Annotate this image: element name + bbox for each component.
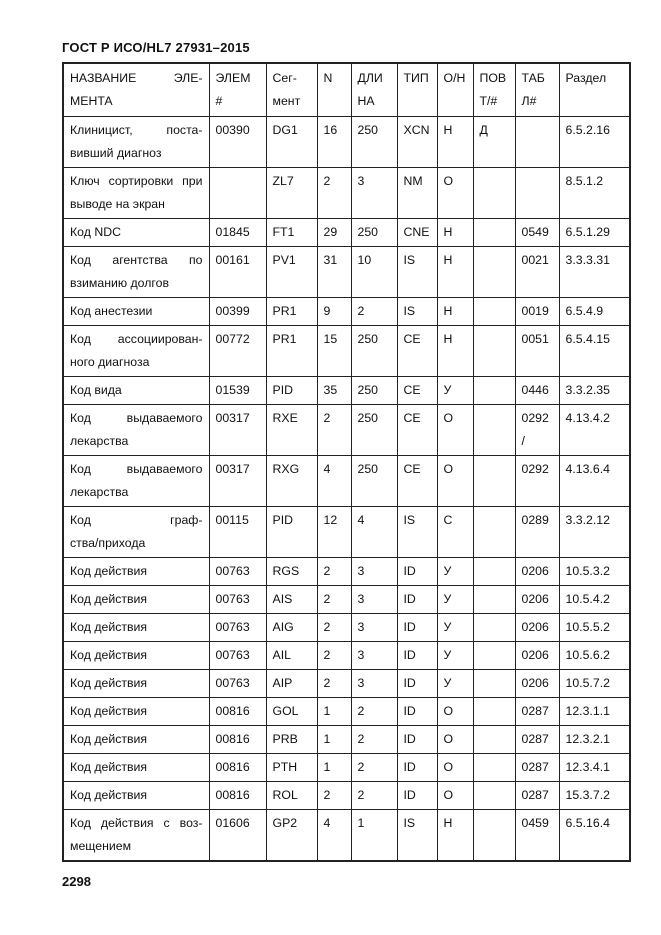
cell-name (63, 670, 209, 698)
cell-name-line: Ключ сортировки при (70, 174, 203, 188)
cell-sec: 3.3.2.12 (559, 507, 630, 558)
cell-n: 1 (317, 754, 351, 782)
cell-sec: 10.5.7.2 (559, 670, 630, 698)
col-type-header-line: ТИП (403, 71, 429, 85)
cell-sec: 12.3.4.1 (559, 754, 630, 782)
cell-type: ID (397, 586, 437, 614)
cell-on: О (437, 698, 473, 726)
cell-seg: PV1 (266, 247, 317, 298)
cell-sec: 3.3.3.31 (559, 247, 630, 298)
table-row (63, 586, 630, 614)
cell-tab: 0019 (515, 298, 559, 326)
cell-name-line: Код действия (70, 760, 148, 774)
cell-sec: 12.3.2.1 (559, 726, 630, 754)
cell-name-line: Код действия (70, 620, 148, 634)
col-len-header-line: ДЛИ (357, 71, 383, 85)
cell-elem: 00763 (209, 586, 266, 614)
cell-tab: 0206 (515, 642, 559, 670)
cell-elem: 00115 (209, 507, 266, 558)
cell-n: 4 (317, 456, 351, 507)
cell-rep (473, 326, 515, 377)
cell-name-line: Код действия (70, 732, 148, 746)
cell-sec: 3.3.2.35 (559, 377, 630, 405)
cell-seg: PRB (266, 726, 317, 754)
cell-n: 4 (317, 810, 351, 862)
cell-name-line: мещением (70, 839, 132, 853)
cell-seg: AIP (266, 670, 317, 698)
cell-type: IS (397, 298, 437, 326)
cell-n: 12 (317, 507, 351, 558)
cell-type: ID (397, 726, 437, 754)
cell-tab: 0287 (515, 698, 559, 726)
col-name-header (63, 63, 209, 117)
col-rep-header (473, 63, 515, 117)
cell-name-line: Код вида (70, 383, 122, 397)
cell-rep (473, 698, 515, 726)
cell-sec: 4.13.6.4 (559, 456, 630, 507)
cell-type: ID (397, 782, 437, 810)
cell-len: 3 (351, 614, 397, 642)
cell-tab: 0289 (515, 507, 559, 558)
cell-rep (473, 614, 515, 642)
cell-sec: 6.5.1.29 (559, 219, 630, 247)
cell-rep (473, 754, 515, 782)
col-on-header-line: О/Н (443, 71, 466, 85)
cell-rep (473, 168, 515, 219)
document-title: ГОСТ Р ИСО/HL7 27931–2015 (62, 40, 250, 55)
cell-n: 1 (317, 726, 351, 754)
table-row (63, 117, 630, 168)
col-elem-header-line: ЭЛЕМ (215, 71, 251, 85)
cell-tab: 0206 (515, 614, 559, 642)
table-row (63, 698, 630, 726)
cell-len: 1 (351, 810, 397, 862)
cell-on: О (437, 726, 473, 754)
cell-len: 3 (351, 558, 397, 586)
cell-name (63, 247, 209, 298)
cell-name-line: Код действия (70, 564, 148, 578)
cell-rep (473, 298, 515, 326)
col-elem-header (209, 63, 266, 117)
cell-seg: FT1 (266, 219, 317, 247)
cell-elem: 00772 (209, 326, 266, 377)
cell-type: CNE (397, 219, 437, 247)
cell-on: С (437, 507, 473, 558)
cell-on: Н (437, 298, 473, 326)
col-rep-header-line: ПОВ (479, 71, 507, 85)
cell-name (63, 810, 209, 862)
col-on-header (437, 63, 473, 117)
col-elem-header-line: # (215, 94, 223, 108)
cell-n: 2 (317, 405, 351, 456)
cell-len: 4 (351, 507, 397, 558)
cell-elem: 00399 (209, 298, 266, 326)
cell-sec: 6.5.16.4 (559, 810, 630, 862)
cell-type: ID (397, 698, 437, 726)
table-row (63, 168, 630, 219)
element-table (62, 62, 631, 862)
cell-sec: 15.3.7.2 (559, 782, 630, 810)
cell-elem: 00390 (209, 117, 266, 168)
cell-n: 2 (317, 558, 351, 586)
cell-n: 16 (317, 117, 351, 168)
cell-name-line: лекарства (70, 485, 129, 499)
cell-len: 2 (351, 782, 397, 810)
cell-on: У (437, 614, 473, 642)
cell-name-line: Код агентства по (70, 253, 203, 267)
cell-name (63, 614, 209, 642)
cell-on: О (437, 168, 473, 219)
cell-tab (515, 117, 559, 168)
table-row (63, 507, 630, 558)
cell-n: 9 (317, 298, 351, 326)
cell-elem: 01539 (209, 377, 266, 405)
col-sec-header (559, 63, 630, 117)
cell-type: NM (397, 168, 437, 219)
cell-rep (473, 726, 515, 754)
table-row (63, 642, 630, 670)
cell-elem: 00763 (209, 642, 266, 670)
col-seg-header-line: Сег- (272, 71, 297, 85)
cell-sec: 10.5.6.2 (559, 642, 630, 670)
cell-tab: 0206 (515, 670, 559, 698)
cell-type: IS (397, 810, 437, 862)
cell-elem: 00816 (209, 698, 266, 726)
cell-name-line: выводе на экран (70, 197, 165, 211)
cell-elem: 00816 (209, 782, 266, 810)
col-tab-header (515, 63, 559, 117)
cell-on: Н (437, 810, 473, 862)
col-rep-header-line: Т/# (479, 94, 498, 108)
cell-seg: ROL (266, 782, 317, 810)
cell-name-line: Код действия (70, 648, 148, 662)
col-n-header-line: N (323, 71, 333, 85)
cell-n: 35 (317, 377, 351, 405)
cell-elem: 00816 (209, 726, 266, 754)
cell-elem: 00816 (209, 754, 266, 782)
cell-rep (473, 586, 515, 614)
cell-len: 2 (351, 698, 397, 726)
cell-sec: 10.5.3.2 (559, 558, 630, 586)
cell-seg: GOL (266, 698, 317, 726)
cell-len: 250 (351, 405, 397, 456)
cell-rep (473, 377, 515, 405)
cell-len: 3 (351, 642, 397, 670)
cell-seg: AIS (266, 586, 317, 614)
cell-elem: 00161 (209, 247, 266, 298)
table-row (63, 219, 630, 247)
table-row (63, 810, 630, 862)
table-row (63, 298, 630, 326)
cell-n: 1 (317, 698, 351, 726)
cell-name-line: Код выдаваемого (70, 411, 203, 425)
cell-tab: 0549 (515, 219, 559, 247)
col-name-header-line: НАЗВАНИЕ ЭЛЕ- (70, 71, 203, 85)
cell-tab: 0292 (515, 456, 559, 507)
cell-seg: PR1 (266, 326, 317, 377)
table-row (63, 558, 630, 586)
cell-on: У (437, 558, 473, 586)
cell-rep (473, 219, 515, 247)
cell-seg: DG1 (266, 117, 317, 168)
cell-elem: 01845 (209, 219, 266, 247)
cell-name (63, 782, 209, 810)
cell-name (63, 726, 209, 754)
cell-tab: 0206 (515, 558, 559, 586)
cell-tab: 0287 (515, 782, 559, 810)
col-name-header-line: МЕНТА (70, 94, 113, 108)
cell-name-line: Код ассоциирован- (70, 332, 203, 346)
cell-n: 2 (317, 642, 351, 670)
table-row (63, 377, 630, 405)
cell-rep (473, 670, 515, 698)
table-row (63, 782, 630, 810)
cell-name (63, 456, 209, 507)
cell-name-line: Код действия с воз- (70, 816, 203, 830)
cell-type: ID (397, 670, 437, 698)
cell-len: 10 (351, 247, 397, 298)
cell-len: 250 (351, 326, 397, 377)
cell-name (63, 754, 209, 782)
cell-name (63, 642, 209, 670)
cell-on: О (437, 782, 473, 810)
col-tab-header-line: ТАБ (521, 71, 545, 85)
cell-elem: 00763 (209, 670, 266, 698)
cell-seg: RGS (266, 558, 317, 586)
col-tab-header-line: Л# (521, 94, 537, 108)
cell-rep (473, 456, 515, 507)
cell-elem: 00317 (209, 456, 266, 507)
col-sec-header-line: Раздел (565, 71, 607, 85)
cell-on: О (437, 456, 473, 507)
cell-on: У (437, 586, 473, 614)
cell-name-line: Код действия (70, 788, 148, 802)
col-len-header-line: НА (357, 94, 375, 108)
table-row (63, 405, 630, 456)
cell-elem: 01606 (209, 810, 266, 862)
cell-name-line: лекарства (70, 434, 129, 448)
cell-len: 250 (351, 456, 397, 507)
cell-rep (473, 405, 515, 456)
cell-name-line: вивший диагноз (70, 146, 162, 160)
cell-rep (473, 247, 515, 298)
cell-seg: GP2 (266, 810, 317, 862)
cell-name (63, 698, 209, 726)
table-row (63, 726, 630, 754)
cell-on: Н (437, 117, 473, 168)
table-row (63, 614, 630, 642)
cell-sec: 12.3.1.1 (559, 698, 630, 726)
table-row (63, 247, 630, 298)
cell-type: IS (397, 247, 437, 298)
table-row (63, 670, 630, 698)
cell-rep (473, 642, 515, 670)
page-number: 2298 (62, 874, 91, 889)
cell-seg: PTH (266, 754, 317, 782)
cell-n: 2 (317, 614, 351, 642)
cell-rep (473, 558, 515, 586)
cell-sec: 6.5.4.9 (559, 298, 630, 326)
cell-seg: PID (266, 377, 317, 405)
cell-type: ID (397, 558, 437, 586)
cell-elem: 00763 (209, 558, 266, 586)
cell-type: ID (397, 642, 437, 670)
cell-n: 2 (317, 586, 351, 614)
cell-name (63, 586, 209, 614)
cell-elem (209, 168, 266, 219)
cell-n: 31 (317, 247, 351, 298)
cell-seg: RXG (266, 456, 317, 507)
cell-name (63, 219, 209, 247)
col-type-header (397, 63, 437, 117)
cell-on: Н (437, 247, 473, 298)
cell-len: 2 (351, 754, 397, 782)
cell-name-line: Клиницист, поста- (70, 123, 203, 137)
cell-n: 15 (317, 326, 351, 377)
cell-rep (473, 782, 515, 810)
cell-tab: 0446 (515, 377, 559, 405)
cell-sec: 6.5.4.15 (559, 326, 630, 377)
cell-len: 2 (351, 298, 397, 326)
cell-name (63, 117, 209, 168)
cell-len: 3 (351, 670, 397, 698)
table-row (63, 456, 630, 507)
cell-sec: 6.5.2.16 (559, 117, 630, 168)
cell-type: CE (397, 377, 437, 405)
cell-name (63, 326, 209, 377)
cell-elem: 00317 (209, 405, 266, 456)
table-row (63, 326, 630, 377)
cell-rep: Д (473, 117, 515, 168)
cell-tab: 0287 (515, 754, 559, 782)
cell-n: 2 (317, 782, 351, 810)
cell-tab (515, 168, 559, 219)
cell-type: IS (397, 507, 437, 558)
table-body (63, 117, 630, 862)
col-seg-header-line: мент (272, 94, 301, 108)
cell-sec: 8.5.1.2 (559, 168, 630, 219)
col-len-header (351, 63, 397, 117)
cell-tab: 0206 (515, 586, 559, 614)
cell-tab: 0459 (515, 810, 559, 862)
cell-n: 2 (317, 168, 351, 219)
cell-on: У (437, 377, 473, 405)
cell-name-line: ного диагноза (70, 355, 150, 369)
cell-name-line: Код действия (70, 676, 148, 690)
cell-sec: 4.13.4.2 (559, 405, 630, 456)
table-row (63, 754, 630, 782)
cell-name (63, 558, 209, 586)
cell-type: CE (397, 405, 437, 456)
cell-len: 250 (351, 219, 397, 247)
cell-sec: 10.5.5.2 (559, 614, 630, 642)
cell-elem: 00763 (209, 614, 266, 642)
cell-name-line: Код NDC (70, 225, 121, 239)
cell-name (63, 168, 209, 219)
cell-rep (473, 810, 515, 862)
cell-seg: PR1 (266, 298, 317, 326)
cell-name-line: Код действия (70, 592, 148, 606)
col-n-header (317, 63, 351, 117)
cell-name-line: ства/прихода (70, 536, 146, 550)
cell-on: У (437, 642, 473, 670)
cell-on: У (437, 670, 473, 698)
cell-tab: 0287 (515, 726, 559, 754)
cell-n: 29 (317, 219, 351, 247)
cell-type: CE (397, 326, 437, 377)
cell-on: Н (437, 219, 473, 247)
cell-len: 250 (351, 117, 397, 168)
cell-name (63, 298, 209, 326)
cell-sec: 10.5.4.2 (559, 586, 630, 614)
cell-name (63, 405, 209, 456)
cell-n: 2 (317, 670, 351, 698)
cell-name-line: взиманию долгов (70, 276, 169, 290)
cell-name (63, 377, 209, 405)
cell-seg: PID (266, 507, 317, 558)
cell-type: ID (397, 754, 437, 782)
cell-on: О (437, 754, 473, 782)
cell-name (63, 507, 209, 558)
table-header (63, 63, 630, 117)
cell-name-line: Код граф- (70, 513, 203, 527)
cell-name-line: Код действия (70, 704, 148, 718)
cell-tab: 0292 / (515, 405, 559, 456)
cell-tab: 0051 (515, 326, 559, 377)
cell-on: Н (437, 326, 473, 377)
cell-on: О (437, 405, 473, 456)
cell-len: 3 (351, 586, 397, 614)
cell-type: ID (397, 614, 437, 642)
cell-seg: ZL7 (266, 168, 317, 219)
cell-seg: AIL (266, 642, 317, 670)
cell-type: CE (397, 456, 437, 507)
cell-type: XCN (397, 117, 437, 168)
cell-tab: 0021 (515, 247, 559, 298)
cell-seg: AIG (266, 614, 317, 642)
cell-name-line: Код анестезии (70, 304, 153, 318)
cell-rep (473, 507, 515, 558)
cell-len: 2 (351, 726, 397, 754)
cell-len: 3 (351, 168, 397, 219)
cell-seg: RXE (266, 405, 317, 456)
col-seg-header (266, 63, 317, 117)
cell-len: 250 (351, 377, 397, 405)
cell-name-line: Код выдаваемого (70, 462, 203, 476)
